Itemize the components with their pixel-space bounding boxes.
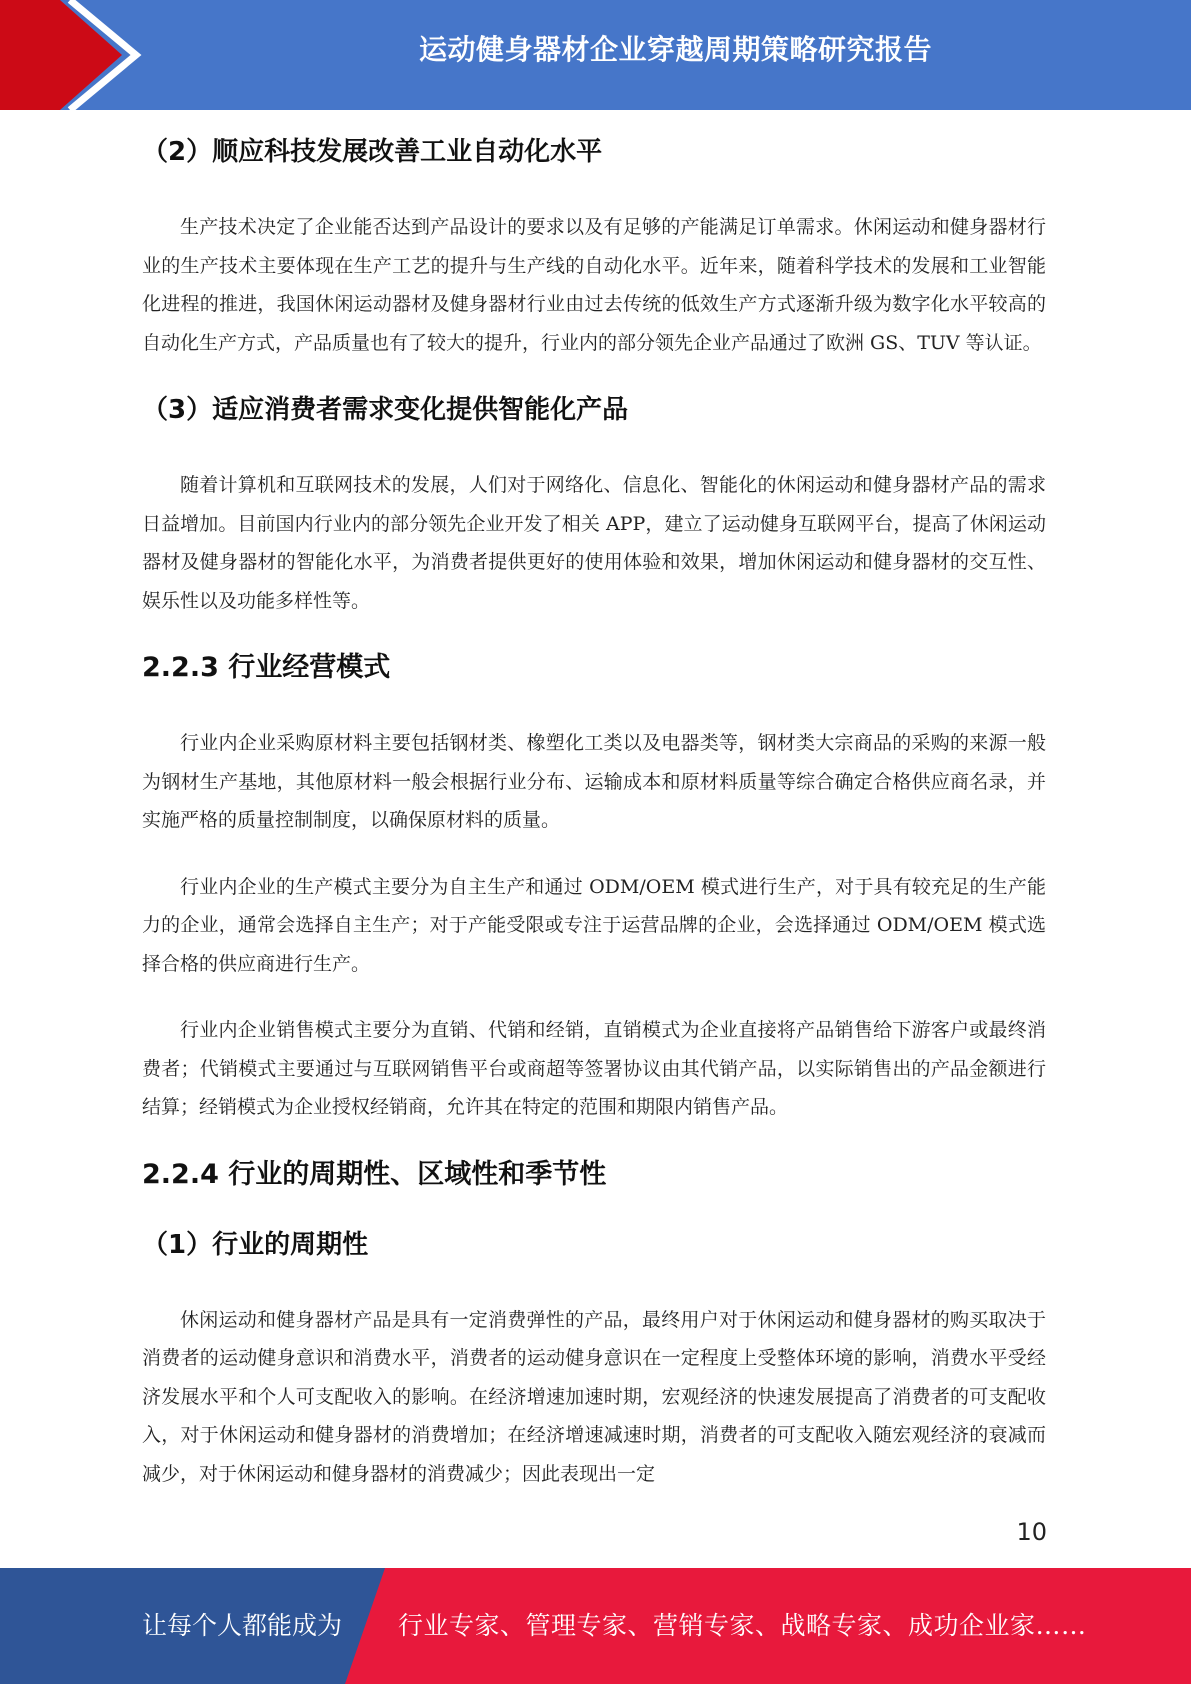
page-footer: [0, 1568, 1191, 1684]
paragraph-procurement: 行业内企业采购原材料主要包括钢材类、橡塑化工类以及电器类等，钢材类大宗商品的采购的来源一般为钢材生产基地，其他原材料一般会根据行业分布、运输成本和原材料质量等综合确定合格供应商名录，并实施严格的质量控制制度，以确保原材料的质量。: [142, 732, 1046, 831]
document-body: [142, 110, 1046, 1493]
section-heading-cyclicality: 2.2.4 行业的周期性、区域性和季节性: [142, 1158, 607, 1190]
header-chevron-decoration: [0, 0, 160, 110]
paragraph-production: 行业内企业的生产模式主要分为自主生产和通过 ODM/OEM 模式进行生产，对于具有较充足的生产能力的企业，通常会选择自主生产；对于产能受限或专注于运营品牌的企业，会选择通过 ODM/OEM 模式选择合格的供应商进行生产。: [142, 875, 1046, 975]
paragraph-sales: 行业内企业销售模式主要分为直销、代销和经销，直销模式为企业直接将产品销售给下游客户或最终消费者；代销模式主要通过与互联网销售平台或商超等签署协议由其代销产品，以实际销售出的产品金额进行结算；经销模式为企业授权经销商，允许其在特定的范围和期限内销售产品。: [142, 1019, 1046, 1118]
subheading-cyclicality: （1）行业的周期性: [142, 1229, 369, 1260]
subheading-smart-products: （3）适应消费者需求变化提供智能化产品: [142, 395, 629, 425]
paragraph-automation: 生产技术决定了企业能否达到产品设计的要求以及有足够的产能满足订单需求。休闲运动和健身器材行业的生产技术主要体现在生产工艺的提升与生产线的自动化水平。近年来，随着科学技术的发展和工业智能化进程的推进，我国休闲运动器材及健身器材行业由过去传统的低效生产方式逐渐升级为数字化水平较高的自动化生产方式，产品质量也有了较大的提升，行业内的部分领先企业产品通过了欧洲 GS、TUV 等认证。: [142, 216, 1046, 354]
paragraph-smart-products: 随着计算机和互联网技术的发展，人们对于网络化、信息化、智能化的休闲运动和健身器材产品的需求日益增加。目前国内行业内的部分领先企业开发了相关 APP，建立了运动健身互联网平台，提高了休闲运动器材及健身器材的智能化水平，为消费者提供更好的使用体验和效果，增加休闲运动和健身器材的交互性、娱乐性以及功能多样性等。: [142, 474, 1046, 612]
footer-slogan-left: 让每个人都能成为: [142, 1611, 343, 1640]
page-header: [0, 0, 1191, 110]
footer-slogan-right: 行业专家、管理专家、营销专家、战略专家、成功企业家……: [398, 1611, 1087, 1640]
paragraph-cyclicality: 休闲运动和健身器材产品是具有一定消费弹性的产品，最终用户对于休闲运动和健身器材的购买取决于消费者的运动健身意识和消费水平，消费者的运动健身意识在一定程度上受整体环境的影响，消费水平受经济发展水平和个人可支配收入的影响。在经济增速加速时期，宏观经济的快速发展提高了消费者的可支配收入，对于休闲运动和健身器材的消费增加；在经济增速减速时期，消费者的可支配收入随宏观经济的衰减而减少，对于休闲运动和健身器材的消费减少；因此表现出一定: [142, 1308, 1046, 1485]
page-number: 10: [1016, 1518, 1047, 1546]
subheading-automation: （2）顺应科技发展改善工业自动化水平: [142, 137, 603, 167]
section-heading-business-model: 2.2.3 行业经营模式: [142, 652, 391, 683]
report-title: 运动健身器材企业穿越周期策略研究报告: [418, 33, 932, 66]
